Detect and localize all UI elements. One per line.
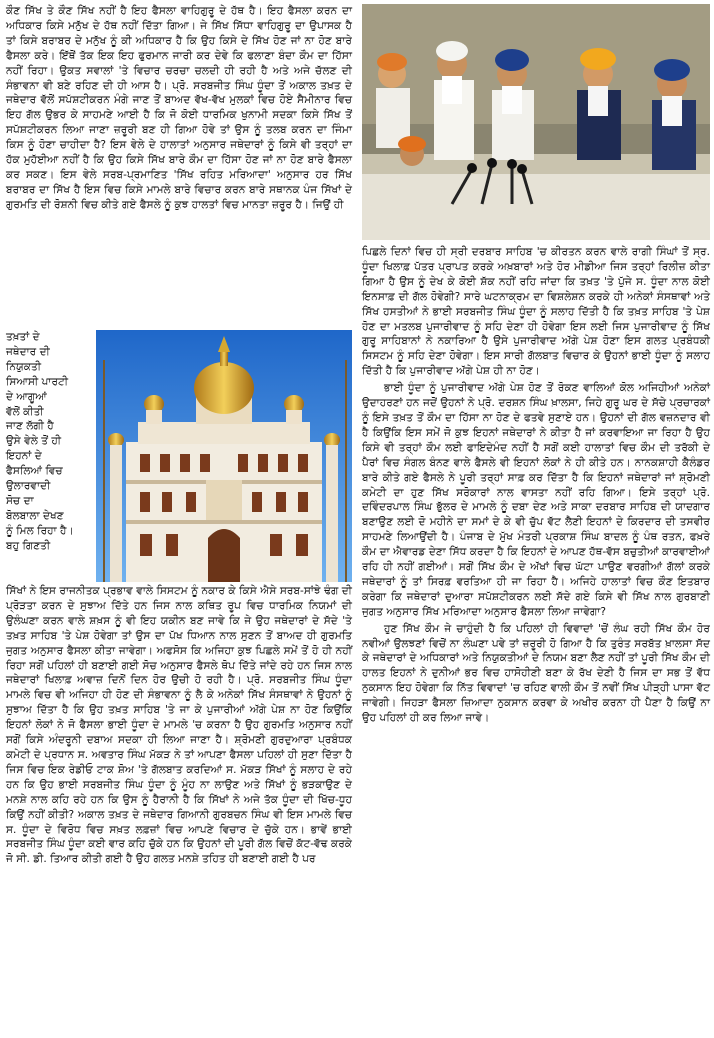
paragraph: ਹੁਣ ਸਿੱਖ ਕੌਮ ਜੇ ਚਾਹੁੰਦੀ ਹੈ ਕਿ ਪਹਿਲਾਂ ਹੀ ਵਿਵਾਦਾਂ 'ਚੋਂ ਲੰਘ ਰਹੀ ਸਿੱਖ ਕੌਮ ਹੋਰ ਨਵੀਆਂ ਉਲਝਣਾਂ ਵਿਚੋਂ ਨਾ ਲੰਘਣਾ ਪਵੇ ਤਾਂ ਜ਼ਰੂਰੀ ਹੋ ਗਿਆ ਹੈ ਕਿ ਤੁਰੰਤ ਸਰਬੱਤ ਖ਼ਾਲਸਾ ਸੱਦ ਕੇ ਜਥੇਦਾਰਾਂ ਦੇ ਅਧਿਕਾਰਾਂ ਅਤੇ ਨਿਯੁਕਤੀਆਂ ਦੇ ਨਿਯਮ ਬਣਾ ਲੈਣ ਨਹੀਂ ਤਾਂ ਪੂਰੀ ਸਿੱਖ ਕੌਮ ਦੀ ਹਾਲਤ ਇਹਨਾਂ ਨੇ ਦੁਨੀਆਂ ਭਰ ਵਿਚ ਹਾਸੋਹੀਣੀ ਬਣਾ ਕੇ ਰੱਖ ਦੇਣੀ ਹੈ ਜਿਸ ਦਾ ਸਭ ਤੋਂ ਵੱਧ ਨੁਕਸਾਨ ਇਹ ਹੋਵੇਗਾ ਕਿ ਨਿੱਤ ਵਿਵਾਦਾਂ 'ਚ ਰਹਿਣ ਵਾਲੀ ਕੌਮ ਤੋਂ ਨਵੀਂ ਸਿੱਖ ਪੀੜ੍ਹੀ ਪਾਸਾ ਵੱਟ ਜਾਵੇਗੀ। ਜਿਹੜਾ ਫੈਸਲਾ ਜ਼ਿਆਦਾ ਨੁਕਸਾਨ ਕਰਵਾ ਕੇ ਅਖੀਰ ਕਰਨਾ ਹੀ ਪੈਣਾ ਹੈ ਕਿਉਂ ਨਾ ਉਹ ਪਹਿਲਾਂ ਹੀ ਕਰ ਲਿਆ ਜਾਵੇ। [362, 622, 710, 725]
line: ਉਲਾਰਵਾਦੀ [6, 480, 51, 493]
akal-takht-illustration [96, 330, 352, 582]
line: ਨਿਯੁਕਤੀ [6, 360, 42, 373]
line: ਸਿਆਸੀ ਪਾਰਟੀ [6, 375, 69, 388]
text-beside-temple [6, 330, 92, 554]
press-conference-illustration [362, 4, 710, 240]
paragraph: ਕੌਣ ਸਿੱਖ ਤੇ ਕੌਣ ਸਿੱਖ ਨਹੀਂ ਹੈ ਇਹ ਫੈਸਲਾ ਵਾਹਿਗੁਰੂ ਦੇ ਹੱਥ ਹੈ। ਇਹ ਫੈਸਲਾ ਕਰਨ ਦਾ ਅਧਿਕਾਰ ਕਿਸੇ ਮਨੁੱਖ ਦੇ ਹੱਥ ਨਹੀਂ ਦਿੱਤਾ ਗਿਆ। ਜੇ ਸਿੱਖ ਸਿੱਧਾ ਵਾਹਿਗੁਰੂ ਦਾ ਉਪਾਸਕ ਹੈ ਤਾਂ ਕਿਸੇ ਬਰਾਬਰ ਦੇ ਮਨੁੱਖ ਨੂੰ ਕੀ ਅਧਿਕਾਰ ਹੈ ਕਿ ਉਹ ਕਿਸੇ ਦੇ ਸਿੱਖ ਹੋਣ ਜਾਂ ਨਾ ਹੋਣ ਬਾਰੇ ਫੈਸਲਾ ਕਰੇ। ਇੱਥੋਂ ਤੱਕ ਇਕ ਇਹ ਫੁਰਮਾਨ ਜਾਰੀ ਕਰ ਦੇਵੇ ਕਿ ਫਲਾਣਾ ਬੰਦਾ ਕੌਮ ਦਾ ਹਿੱਸਾ ਨਹੀਂ ਰਿਹਾ। ਉਕਤ ਸਵਾਲਾਂ 'ਤੇ ਵਿਚਾਰ ਚਰਚਾ ਚਲਦੀ ਹੀ ਰਹੀ ਹੈ ਅਤੇ ਅਜੇ ਚੱਲਣ ਦੀ ਸੰਭਾਵਨਾ ਵੀ ਬਣੇ ਰਹਿਣ ਦੀ ਹੀ ਆਸ ਹੈ। ਪ੍ਰੋ. ਸਰਬਜੀਤ ਸਿੰਘ ਧੂੰਦਾ ਤੋਂ ਅਕਾਲ ਤਖ਼ਤ ਦੇ ਜਥੇਦਾਰ ਵੱਲੋਂ ਸਪੱਸ਼ਟੀਕਰਨ ਮੰਗੇ ਜਾਣ ਤੋਂ ਬਾਅਦ ਵੱਖ-ਵੱਖ ਮੁਲਕਾਂ ਵਿਚ ਹੋਏ ਸੈਮੀਨਾਰ ਵਿਚ ਇਹ ਗੱਲ ਉਭਰ ਕੇ ਸਾਹਮਣੇ ਆਈ ਹੈ ਕਿ ਜੋ ਕੋਈ ਧਾਰਮਿਕ ਖੁਨਾਮੀ ਸਦਕਾ ਕਿਸੇ ਸਿੱਖ ਤੋਂ ਸਪੱਸ਼ਟੀਕਰਨ ਲਿਆ ਜਾਣਾ ਜ਼ਰੂਰੀ ਬਣ ਹੀ ਗਿਆ ਹੋਵੇ ਤਾਂ ਉਸ ਨੂੰ ਤਲਬ ਕਰਨ ਦਾ ਜਿੰਮਾ ਕਿਸ ਨੂੰ ਹੋਣਾ ਚਾਹੀਦਾ ਹੈ? ਇਸ ਵੇਲੇ ਦੇ ਹਾਲਾਤਾਂ ਅਨੁਸਾਰ ਜਥੇਦਾਰਾਂ ਨੂੰ ਕਿਸੇ ਵੀ ਤਰ੍ਹਾਂ ਦਾ ਹੱਕ ਮੁਹੱਈਆ ਨਹੀਂ ਹੈ ਕਿ ਉਹ ਕਿਸੇ ਸਿੱਖ ਬਾਰੇ ਕੌਮ ਦਾ ਹਿੱਸਾ ਹੋਣ ਜਾਂ ਨਾ ਹੋਣ ਬਾਰੇ ਫੈਸਲਾ ਕਰ ਸਕਣ। ਇਸ ਵੇਲੇ ਸਰਬ-ਪ੍ਰਮਾਣਿਤ 'ਸਿੱਖ ਰਹਿਤ ਮਰਿਆਦਾ' ਅਨੁਸਾਰ ਹਰ ਸਿੱਖ ਬਰਾਬਰ ਦਾ ਸਿੱਖ ਹੈ ਇਸ ਵਿਚ ਕਿਸੇ ਮਾਮਲੇ ਬਾਰੇ ਵਿਚਾਰ ਕਰਨ ਬਾਰੇ ਸਥਾਨਕ ਪੰਜ ਸਿੱਖਾਂ ਦੇ ਗੁਰਮਤਿ ਦੀ ਰੋਸ਼ਨੀ ਵਿਚ ਕੀਤੇ ਗਏ ਫੈਸਲੇ ਨੂੰ ਕੁਝ ਹਾਲਤਾਂ ਵਿਚ ਮਾਨਤਾ ਜ਼ਰੂਰ ਹੈ। ਜਿਉਂ ਹੀ [6, 5, 352, 211]
line: ਫੈਸਲਿਆਂ ਵਿਚ [6, 465, 63, 478]
left-column-top [6, 4, 352, 215]
line: ਇਹਨਾਂ ਦੇ [6, 450, 42, 463]
line: ਦੇ ਆਗੂਆਂ [6, 390, 47, 403]
line: ਜਥੇਦਾਰ ਦੀ [6, 345, 50, 358]
line: ਬਹੁ ਗਿਣਤੀ [6, 539, 51, 552]
line: ਨੂੰ ਮਿਲ ਰਿਹਾ ਹੈ। [6, 524, 74, 537]
line: ਤਖ਼ਤਾਂ ਦੇ [6, 331, 40, 343]
line: ਵੱਲੋਂ ਕੀਤੀ [6, 405, 44, 418]
akal-takht-photo [96, 330, 352, 582]
line: ਜਾਣ ਲੱਗੀ ਹੈ [6, 420, 54, 433]
paragraph: ਪਿਛਲੇ ਦਿਨਾਂ ਵਿਚ ਹੀ ਸ੍ਰੀ ਦਰਬਾਰ ਸਾਹਿਬ 'ਚ ਕੀਰਤਨ ਕਰਨ ਵਾਲੇ ਰਾਗੀ ਸਿੰਘਾਂ ਤੋਂ ਸ੍ਰ. ਧੂੰਦਾ ਖਿਲਾਫ਼ ਪੱਤਰ ਪ੍ਰਾਪਤ ਕਰਕੇ ਅਖ਼ਬਾਰਾਂ ਅਤੇ ਹੋਰ ਮੀਡੀਆ ਜਿਸ ਤਰ੍ਹਾਂ ਰਿਲੀਜ਼ ਕੀਤਾ ਗਿਆ ਹੈ ਉਸ ਨੂੰ ਦੇਖ ਕੇ ਕੋਈ ਸ਼ੱਕ ਨਹੀਂ ਰਹਿ ਜਾਂਦਾ ਕਿ ਤਖ਼ਤ 'ਤੇ ਪੁੱਜੇ ਸ. ਧੂੰਦਾ ਨਾਲ ਕੋਈ ਇਨਸਾਫ਼ ਦੀ ਗੱਲ ਹੋਵੇਗੀ? ਸਾਰੇ ਘਟਨਾਕ੍ਰਮ ਦਾ ਵਿਸ਼ਲੇਸ਼ਨ ਕਰਕੇ ਹੀ ਅਨੇਕਾਂ ਸੰਸਥਾਵਾਂ ਅਤੇ ਸਿੱਖ ਹਸਤੀਆਂ ਨੇ ਭਾਈ ਸਰਬਜੀਤ ਸਿੰਘ ਧੂੰਦਾ ਨੂੰ ਸਲਾਹ ਦਿੱਤੀ ਹੈ ਕਿ ਤਖ਼ਤ ਸਾਹਿਬ 'ਤੇ ਪੇਸ਼ ਹੋਣ ਦਾ ਮਤਲਬ ਪੁਜਾਰੀਵਾਦ ਨੂੰ ਸਹਿ ਦੇਣਾ ਹੀ ਹੋਵੇਗਾ ਇਸ ਲਈ ਜਿਸ ਪੁਜਾਰੀਵਾਦ ਨੂੰ ਸਿੱਖ ਗੁਰੂ ਸਾਹਿਬਾਨਾਂ ਨੇ ਨਕਾਰਿਆ ਹੈ ਉਸੇ ਪੁਜਾਰੀਵਾਦ ਅੱਗੇ ਪੇਸ਼ ਹੋਣਾ ਇਸ ਗਲਤ ਪ੍ਰਬੰਧਕੀ ਸਿਸਟਮ ਨੂੰ ਸਹਿ ਦੇਣਾ ਹੋਵੇਗਾ। ਇਸ ਸਾਰੀ ਗੱਲਬਾਤ ਵਿਚਾਰ ਕੇ ਉਹਨਾਂ ਭਾਈ ਧੂੰਦਾ ਨੂੰ ਸਲਾਹ ਦਿੱਤੀ ਹੈ ਕਿ ਪੁਜਾਰੀਵਾਦ ਅੱਗੇ ਪੇਸ਼ ਹੀ ਨਾ ਹੋਣ। [362, 246, 710, 378]
line: ਸੋਚ ਦਾ [6, 494, 34, 507]
press-conference-photo [362, 4, 710, 240]
right-column [362, 245, 710, 728]
paragraph: ਭਾਈ ਧੂੰਦਾ ਨੂੰ ਪੁਜਾਰੀਵਾਦ ਅੱਗੇ ਪੇਸ਼ ਹੋਣ ਤੋਂ ਰੋਕਣ ਵਾਲਿਆਂ ਕੋਲ ਅਜਿਹੀਆਂ ਅਨੇਕਾਂ ਉਦਾਹਰਣਾਂ ਹਨ ਜਦੋਂ ਉਹਨਾਂ ਨੇ ਪ੍ਰੋ. ਦਰਸ਼ਨ ਸਿੰਘ ਖ਼ਾਲਸਾ, ਜਿਹੇ ਗੁਰੂ ਘਰ ਦੇ ਸੱਚੇ ਪ੍ਰਚਾਰਕਾਂ ਨੂੰ ਇਸੇ ਤਖ਼ਤ ਤੋਂ ਕੌਮ ਦਾ ਹਿੱਸਾ ਨਾ ਹੋਣ ਦੇ ਫਤਵੇ ਸੁਣਾਏ ਹਨ। ਉਹਨਾਂ ਦੀ ਗੱਲ ਵਜ਼ਨਦਾਰ ਵੀ ਹੈ ਕਿਉਂਕਿ ਇਸ ਸਮੇਂ ਜੋ ਕੁਝ ਇਹਨਾਂ ਜਥੇਦਾਰਾਂ ਨੇ ਕੀਤਾ ਹੈ ਜਾਂ ਕਰਵਾਇਆ ਜਾ ਰਿਹਾ ਹੈ ਉਹ ਕਿਸੇ ਵੀ ਤਰ੍ਹਾਂ ਕੌਮ ਲਈ ਫਾਇਦੇਮੰਦ ਨਹੀਂ ਹੈ ਸਗੋਂ ਕਈ ਹਾਲਾਤਾਂ ਵਿਚ ਕੌਮ ਦੀ ਤਰੱਕੀ ਦੇ ਪੈਰਾਂ ਵਿਚ ਸੰਗਲ ਬੰਨਣ ਵਾਲੇ ਫੈਸਲੇ ਵੀ ਇਹਨਾਂ ਲੋਕਾਂ ਨੇ ਹੀ ਕੀਤੇ ਹਨ। ਨਾਨਕਸ਼ਾਹੀ ਕੈਲੰਡਰ ਬਾਰੇ ਕੀਤੇ ਗਏ ਫੈਸਲੇ ਨੇ ਪੂਰੀ ਤਰ੍ਹਾਂ ਸਾਫ਼ ਕਰ ਦਿੱਤਾ ਹੈ ਕਿ ਇਹਨਾਂ ਜਥੇਦਾਰਾਂ ਜਾਂ ਸ਼੍ਰੋਮਣੀ ਕਮੇਟੀ ਦਾ ਹੁਣ ਸਿੱਖ ਸਰੋਕਾਰਾਂ ਨਾਲ ਵਾਸਤਾ ਨਹੀਂ ਰਹਿ ਗਿਆ। ਇਸੇ ਤਰ੍ਹਾਂ ਪ੍ਰੋ. ਦਵਿੰਦਰਪਾਲ ਸਿੰਘ ਭੁੱਲਰ ਦੇ ਮਾਮਲੇ ਨੂੰ ਦਬਾ ਦੇਣ ਅਤੇ ਸਾਕਾ ਦਰਬਾਰ ਸਾਹਿਬ ਦੀ ਯਾਦਗਾਰ ਬਣਾਉਣ ਲਈ ਦੋ ਮਹੀਨੇ ਦਾ ਸਮਾਂ ਦੇ ਕੇ ਵੀ ਚੁੱਪ ਵੱਟ ਲੈਣੀ ਇਹਨਾਂ ਦੇ ਕਿਰਦਾਰ ਦੀ ਤਸਵੀਰ ਸਾਹਮਣੇ ਲਿਆਉਂਦੀ ਹੈ। ਪੰਜਾਬ ਦੇ ਮੁੱਖ ਮੰਤਰੀ ਪ੍ਰਕਾਸ਼ ਸਿੰਘ ਬਾਦਲ ਨੂੰ ਪੰਥ ਰਤਨ, ਫਖ਼ਰੇ ਕੌਮ ਦਾ ਐਵਾਰਡ ਦੇਣਾ ਸਿੱਧ ਕਰਦਾ ਹੈ ਕਿ ਇਹਨਾਂ ਦੇ ਆਪਣ ਹੱਥ-ਵੱਸ ਬਚੁਤੀਆਂ ਕਾਰਵਾਈਆਂ ਰਹਿ ਹੀ ਨਹੀਂ ਗਈਆਂ। ਸਗੋਂ ਸਿੱਖ ਕੌਮ ਦੇ ਅੱਖਾਂ ਵਿਚ ਘੱਟਾ ਪਾਉਣ ਵਰਗੀਆਂ ਗੱਲਾਂ ਕਰਕੇ ਜਥੇਦਾਰਾਂ ਨੂੰ ਤਾਂ ਸਿਰਫ਼ ਵਰਤਿਆ ਹੀ ਜਾ ਰਿਹਾ ਹੈ। ਅਜਿਹੇ ਹਾਲਾਤਾਂ ਵਿਚ ਕੌਣ ਇਤਬਾਰ ਕਰੇਗਾ ਕਿ ਜਥੇਦਾਰਾਂ ਦੁਆਰਾ ਸਪੱਸ਼ਟੀਕਰਨ ਲਈ ਸੱਦੇ ਗਏ ਕਿਸੇ ਵੀ ਸਿੱਖ ਨਾਲ ਗੁਰਬਾਣੀ ਜੁਗਤ ਅਨੁਸਾਰ ਸਿੱਖ ਮਰਿਆਦਾ ਅਨੁਸਾਰ ਫੈਸਲਾ ਲਿਆ ਜਾਵੇਗਾ? [362, 382, 710, 618]
paragraph: ਸਿੱਖਾਂ ਨੇ ਇਸ ਰਾਜਨੀਤਕ ਪ੍ਰਭਾਵ ਵਾਲੇ ਸਿਸਟਮ ਨੂੰ ਨਕਾਰ ਕੇ ਕਿਸੇ ਐਸੇ ਸਰਬ-ਸਾਂਝੇ ਢੰਗ ਦੀ ਪ੍ਰੋੜਤਾ ਕਰਨ ਦੇ ਸੁਝਾਅ ਦਿੱਤੇ ਹਨ ਜਿਸ ਨਾਲ ਕਥਿਤ ਰੂਪ ਵਿਚ ਧਾਰਮਿਕ ਨਿਯਮਾਂ ਦੀ ਉਲੰਘਣਾ ਕਰਨ ਵਾਲੇ ਸ਼ਖ਼ਸ ਨੂੰ ਵੀ ਇਹ ਯਕੀਨ ਬਣ ਜਾਵੇ ਕਿ ਜੇ ਉਹ ਜਥੇਦਾਰਾਂ ਦੇ ਸੱਦੇ 'ਤੇ ਤਖ਼ਤ ਸਾਹਿਬ 'ਤੇ ਪੇਸ਼ ਹੋਵੇਗਾ ਤਾਂ ਉਸ ਦਾ ਪੱਖ ਧਿਆਨ ਨਾਲ ਸੁਣਨ ਤੋਂ ਬਾਅਦ ਹੀ ਗੁਰਮਤਿ ਜੁਗਤ ਅਨੁਸਾਰ ਫੈਸਲਾ ਕੀਤਾ ਜਾਵੇਗਾ। ਅਫਸੋਸ ਕਿ ਅਜਿਹਾ ਕੁਝ ਪਿਛਲੇ ਸਮੇਂ ਤੋਂ ਹੋ ਹੀ ਨਹੀਂ ਰਿਹਾ ਸਗੋਂ ਪਹਿਲਾਂ ਹੀ ਬਣਾਈ ਗਈ ਸੋਚ ਅਨੁਸਾਰ ਫੈਸਲੇ ਥੋਪ ਦਿੱਤੇ ਜਾਂਦੇ ਰਹੇ ਹਨ ਜਿਸ ਨਾਲ ਜਥੇਦਾਰਾਂ ਖਿਲਾਫ਼ ਅਵਾਜ਼ ਦਿਨੋਂ ਦਿਨ ਹੋਰ ਉਚੀ ਹੋ ਰਹੀ ਹੈ। ਪ੍ਰੋ. ਸਰਬਜੀਤ ਸਿੰਘ ਧੂੰਦਾ ਮਾਮਲੇ ਵਿਚ ਵੀ ਅਜਿਹਾ ਹੀ ਹੋਣ ਦੀ ਸੰਭਾਵਨਾ ਨੂੰ ਲੈ ਕੇ ਅਨੇਕਾਂ ਸਿੱਖ ਸੰਸਥਾਵਾਂ ਨੇ ਉਹਨਾਂ ਨੂੰ ਸੁਝਾਅ ਦਿੱਤਾ ਹੈ ਕਿ ਉਹ ਤਖ਼ਤ ਸਾਹਿਬ 'ਤੇ ਜਾ ਕੇ ਪੁਜਾਰੀਆਂ ਅੱਗੇ ਪੇਸ਼ ਨਾ ਹੋਣ ਕਿਉਂਕਿ ਇਹਨਾਂ ਲੋਕਾਂ ਨੇ ਜੋ ਫੈਸਲਾ ਭਾਈ ਧੂੰਦਾ ਦੇ ਮਾਮਲੇ 'ਚ ਕਰਨਾ ਹੈ ਉਹ ਗੁਰਮਤਿ ਅਨੁਸਾਰ ਨਹੀਂ ਸਗੋਂ ਕਿਸੇ ਅੰਦਰੂਨੀ ਦਬਾਅ ਸਦਕਾ ਹੀ ਲਿਆ ਜਾਣਾ ਹੈ। ਸ਼੍ਰੋਮਣੀ ਗੁਰਦੁਆਰਾ ਪ੍ਰਬੰਧਕ ਕਮੇਟੀ ਦੇ ਪ੍ਰਧਾਨ ਸ. ਅਵਤਾਰ ਸਿੰਘ ਮੱਕੜ ਨੇ ਤਾਂ ਆਪਣਾ ਫੈਸਲਾ ਪਹਿਲਾਂ ਹੀ ਸੁਣਾ ਦਿੱਤਾ ਹੈ ਜਿਸ ਵਿਚ ਇਕ ਰੇਡੀਓ ਟਾਕ ਸ਼ੋਅ 'ਤੇ ਗੱਲਬਾਤ ਕਰਦਿਆਂ ਸ. ਮੱਕੜ ਸਿੱਖਾਂ ਨੂੰ ਸਲਾਹ ਦੇ ਰਹੇ ਹਨ ਕਿ ਉਹ ਭਾਈ ਸਰਬਜੀਤ ਸਿੰਘ ਧੂੰਦਾ ਨੂੰ ਮੂੰਹ ਨਾ ਲਾਉਣ ਅਤੇ ਸਿੱਖਾਂ ਨੂੰ ਭੜਕਾਉਣ ਦੇ ਮਨਸ਼ੇ ਨਾਲ ਕਹਿ ਰਹੇ ਹਨ ਕਿ ਉਸ ਨੂੰ ਹੈਰਾਨੀ ਹੈ ਕਿ ਸਿੱਖਾਂ ਨੇ ਅਜੇ ਤੱਕ ਧੂੰਦਾ ਦੀ ਖਿੱਚ-ਧੂਹ ਕਿਉਂ ਨਹੀਂ ਕੀਤੀ? ਅਕਾਲ ਤਖ਼ਤ ਦੇ ਜਥੇਦਾਰ ਗਿਆਨੀ ਗੁਰਬਚਨ ਸਿੰਘ ਵੀ ਇਸ ਮਾਮਲੇ ਵਿਚ ਸ. ਧੂੰਦਾ ਦੇ ਵਿਰੋਧ ਵਿਚ ਸਖ਼ਤ ਲਫ਼ਜ਼ਾਂ ਵਿਚ ਆਪਣੇ ਵਿਚਾਰ ਦੇ ਚੁੱਕੇ ਹਨ। ਭਾਵੇਂ ਭਾਈ ਸਰਬਜੀਤ ਸਿੰਘ ਧੂੰਦਾ ਕਈ ਵਾਰ ਕਹਿ ਚੁੱਕੇ ਹਨ ਕਿ ਉਹਨਾਂ ਦੀ ਪੂਰੀ ਗੱਲ ਵਿਚੋਂ ਕੱਟ-ਵੱਢ ਕਰਕੇ ਜੋ ਸੀ. ਡੀ. ਤਿਆਰ ਕੀਤੀ ਗਈ ਹੈ ਉਹ ਗਲਤ ਮਨਸ਼ੇ ਤਹਿਤ ਹੀ ਬਣਾਈ ਗਈ ਹੈ ਪਰ [6, 585, 352, 866]
left-column-bottom [6, 584, 352, 867]
line: ਬੋਲਬਾਲਾ ਦੇਖਣ [6, 509, 64, 522]
line: ਉਸੇ ਵੇਲੇ ਤੋਂ ਹੀ [6, 435, 62, 448]
